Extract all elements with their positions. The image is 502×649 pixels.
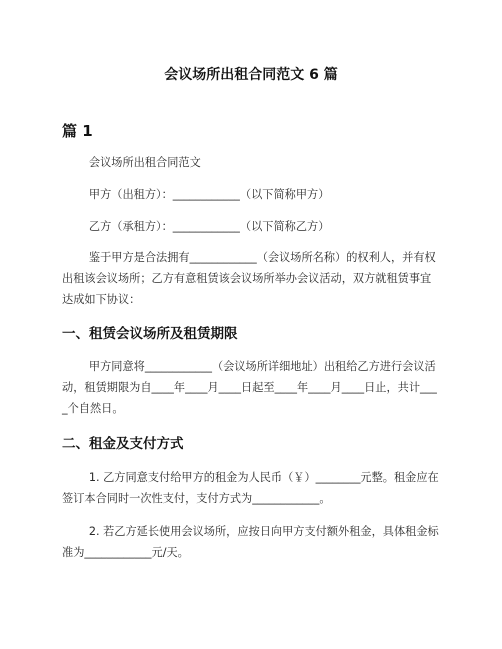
preamble-paragraph: 鉴于甲方是合法拥有____________（会议场所名称）的权利人，并有权出租该会议场所；乙方有意租赁该会议场所举办会议活动，双方就租赁事宜达成如下协议： [62,251,436,306]
document-title: 会议场所出租合同范文 6 篇 [164,67,338,83]
intro-paragraph: 会议场所出租合同范文 [88,156,201,169]
party-a-paragraph: 甲方（出租方）：____________（以下简称甲方） [88,188,330,201]
clause-2-paragraph-2: 2. 若乙方延长使用会议场所，应按日向甲方支付额外租金，具体租金标准为____________元/天。 [62,525,439,559]
party-b-paragraph: 乙方（承租方）：____________（以下简称乙方） [88,220,330,233]
clause-heading-2: 二、租金及支付方式 [62,436,184,452]
clause-1-paragraph-1: 甲方同意将____________（会议场所详细地址）出租给乙方进行会议活动，租赁期限为自____年____月____日起至____年____月____日止，共计____个自然日。 [62,360,437,415]
clause-heading-1: 一、租赁会议场所及租赁期限 [62,326,238,342]
clause-2-paragraph-1: 1. 乙方同意支付给甲方的租金为人民币（￥）________元整。租金应在签订本合同时一次性支付，支付方式为____________。 [62,471,439,505]
section-heading: 篇 1 [62,122,93,140]
